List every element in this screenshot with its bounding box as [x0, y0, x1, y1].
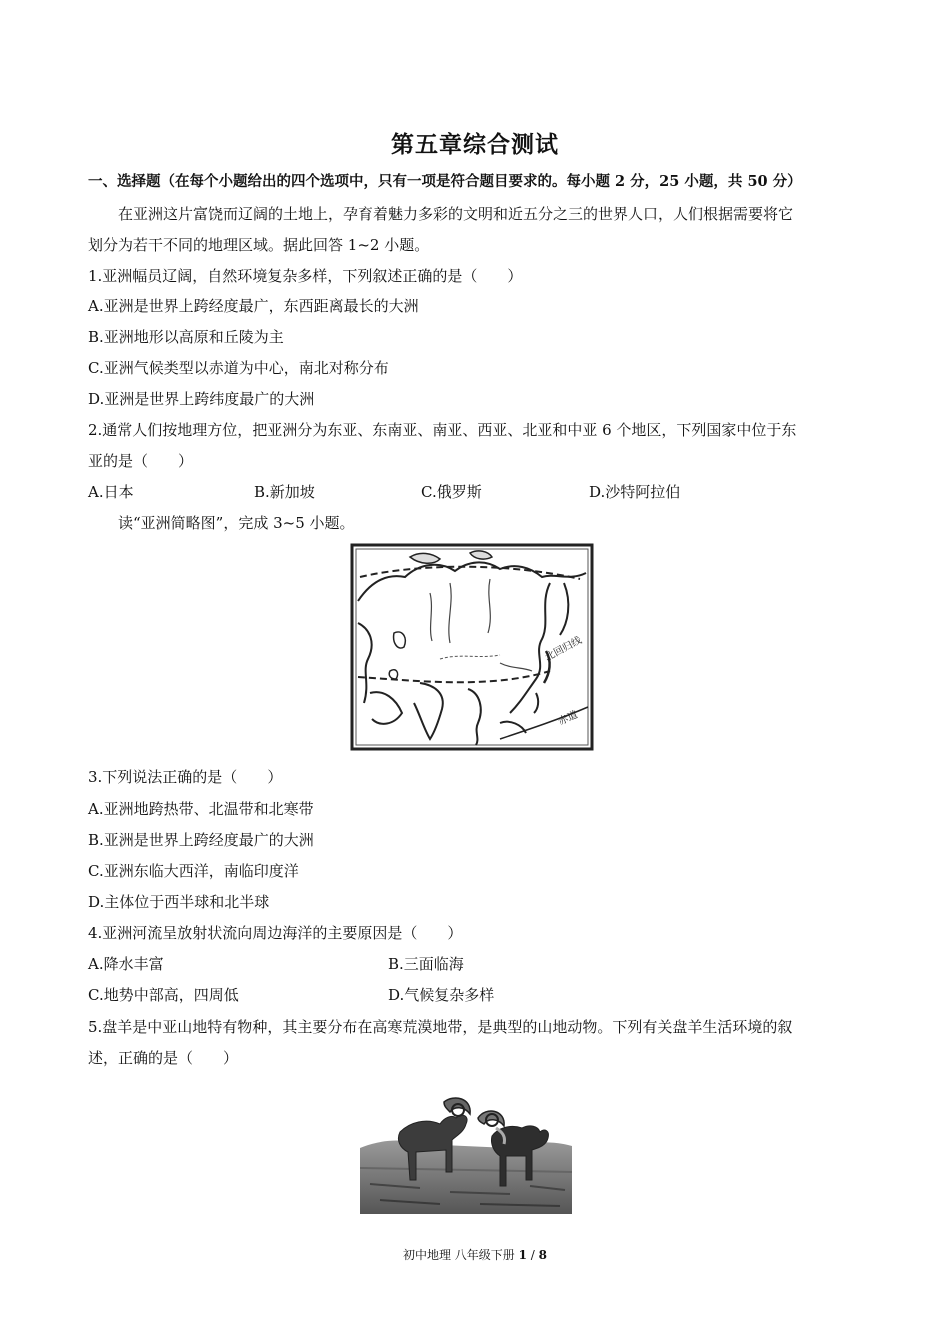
question-5-stem-line-1: 5.盘羊是中亚山地特有物种，其主要分布在高寒荒漠地带，是典型的山地动物。下列有关盘羊生活环境的叙	[88, 1018, 793, 1036]
question-1-option-c: C.亚洲气候类型以赤道为中心，南北对称分布	[88, 359, 389, 377]
intro-map-questions: 读“亚洲简略图”，完成 3~5 小题。	[118, 514, 355, 532]
question-2-option-c: C.俄罗斯	[421, 483, 482, 501]
question-1-option-b: B.亚洲地形以高原和丘陵为主	[88, 328, 284, 346]
footer-page-number: 1	[518, 1248, 527, 1262]
section-heading: 一、选择题（在每个小题给出的四个选项中，只有一项是符合题目要求的。每小题 2 分，25 小题，共 50 分）	[88, 173, 802, 190]
question-4-option-b: B.三面临海	[388, 955, 464, 973]
question-2-stem-line-1: 2.通常人们按地理方位，把亚洲分为东亚、东南亚、南亚、西亚、北亚和中亚 6 个地区，下列国家中位于东	[88, 421, 797, 439]
footer-separator: /	[526, 1248, 539, 1262]
question-5-stem-line-2: 述，正确的是（ ）	[88, 1049, 239, 1067]
page-footer	[0, 1246, 950, 1263]
footer-page-total: 8	[538, 1248, 548, 1262]
question-2-option-d: D.沙特阿拉伯	[589, 483, 681, 501]
question-3-option-a: A.亚洲地跨热带、北温带和北寒带	[88, 800, 314, 818]
argali-sheep-photo	[360, 1088, 572, 1214]
question-1-stem: 1.亚洲幅员辽阔，自然环境复杂多样，下列叙述正确的是（ ）	[88, 267, 523, 285]
question-4-stem: 4.亚洲河流呈放射状流向周边海洋的主要原因是（ ）	[88, 924, 463, 942]
question-4-option-c: C.地势中部高，四周低	[88, 986, 239, 1004]
map-label-equator: 赤道	[556, 709, 580, 728]
map-label-tropic: 北回归线	[543, 635, 584, 664]
page-title: 第五章综合测试	[391, 131, 559, 158]
intro-line-1: 在亚洲这片富饶而辽阔的土地上，孕育着魅力多彩的文明和近五分之三的世界人口，人们根据需要将它	[118, 205, 794, 223]
question-1-option-d: D.亚洲是世界上跨纬度最广的大洲	[88, 390, 315, 408]
question-3-option-d: D.主体位于西半球和北半球	[88, 893, 270, 911]
question-1-option-a: A.亚洲是世界上跨经度最广，东西距离最长的大洲	[88, 297, 419, 315]
question-4-option-a: A.降水丰富	[88, 955, 164, 973]
asia-sketch-map	[350, 543, 594, 751]
question-3-option-c: C.亚洲东临大西洋，南临印度洋	[88, 862, 299, 880]
intro-line-2: 划分为若干不同的地理区域。据此回答 1~2 小题。	[88, 236, 430, 254]
question-2-option-a: A.日本	[88, 483, 134, 501]
footer-text: 初中地理 八年级下册	[402, 1248, 519, 1262]
question-2-option-b: B.新加坡	[254, 483, 315, 501]
question-4-option-d: D.气候复杂多样	[388, 986, 495, 1004]
question-2-stem-line-2: 亚的是（ ）	[88, 452, 194, 470]
question-3-option-b: B.亚洲是世界上跨经度最广的大洲	[88, 831, 314, 849]
question-3-stem: 3.下列说法正确的是（ ）	[88, 768, 283, 786]
